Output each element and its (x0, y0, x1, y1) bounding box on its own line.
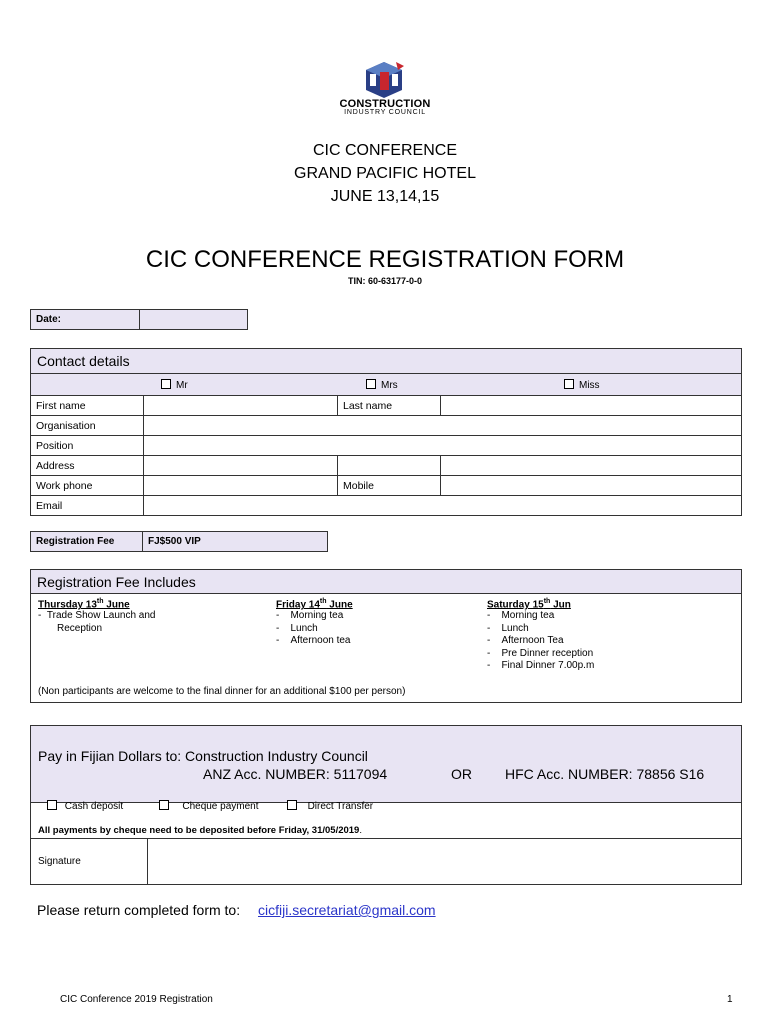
conference-venue: GRAND PACIFIC HOTEL (294, 165, 476, 182)
address-field-2[interactable] (337, 455, 440, 475)
organisation-field[interactable] (143, 415, 741, 435)
list-item: - Morning tea (276, 610, 344, 622)
date-field[interactable] (139, 310, 247, 329)
list-item: - Final Dinner 7.00p.m (487, 660, 595, 672)
contact-heading: Contact details (31, 349, 741, 373)
hfc-account: HFC Acc. NUMBER: 78856 S16 (505, 766, 705, 782)
registration-fee-label: Registration Fee (36, 536, 115, 547)
cic-logo-icon (362, 60, 406, 100)
return-label: Please return completed form to: (37, 902, 241, 918)
payment-line: Pay in Fijian Dollars to: Construction Industry Council (38, 748, 368, 764)
checkbox-icon[interactable] (159, 800, 169, 810)
payment-method-direct-transfer[interactable]: Direct Transfer (287, 800, 373, 812)
date-label: Date: (36, 314, 62, 325)
conference-name: CIC CONFERENCE (312, 142, 457, 159)
day-thursday: Thursday 13th June - Trade Show Launch and Reception (38, 598, 258, 635)
form-title: CIC CONFERENCE REGISTRATION FORM (145, 246, 625, 273)
payment-details (31, 726, 741, 803)
payment-section (30, 725, 742, 885)
email-field[interactable] (143, 495, 741, 515)
work-phone-field[interactable] (143, 475, 337, 495)
organisation-label: Organisation (31, 415, 143, 435)
mobile-field[interactable] (440, 475, 741, 495)
address-field-3[interactable] (440, 455, 741, 475)
checkbox-icon[interactable] (366, 379, 376, 389)
footer-title: CIC Conference 2019 Registration (60, 994, 213, 1005)
last-name-field[interactable] (440, 395, 741, 415)
conference-dates: JUNE 13,14,15 (330, 188, 440, 205)
registration-fee-box (30, 531, 328, 552)
contact-details-section (30, 348, 742, 516)
title-option-miss[interactable]: Miss (564, 379, 600, 391)
return-instructions (37, 902, 436, 918)
address-field[interactable] (143, 455, 337, 475)
checkbox-icon[interactable] (564, 379, 574, 389)
mobile-label: Mobile (337, 475, 440, 495)
signature-field[interactable] (147, 839, 742, 885)
payment-method-cash[interactable]: Cash deposit (47, 800, 123, 812)
non-participants-note: (Non participants are welcome to the final dinner for an additional $100 per person) (38, 686, 406, 697)
title-option-mrs[interactable]: Mrs (366, 379, 398, 391)
checkbox-icon[interactable] (287, 800, 297, 810)
list-item: - Trade Show Launch and (38, 610, 156, 622)
address-label: Address (31, 455, 143, 475)
cheque-note: All payments by cheque need to be deposited before Friday, 31/05/2019. (38, 825, 362, 836)
or-separator: OR (451, 766, 472, 782)
last-name-label: Last name (337, 395, 440, 415)
title-options-row (31, 373, 741, 396)
day-friday: Friday 14th June - Morning tea - Lunch - Afternoon tea (276, 598, 476, 648)
anz-account: ANZ Acc. NUMBER: 5117094 (203, 766, 388, 782)
list-item: - Pre Dinner reception (487, 647, 594, 659)
tin-number: TIN: 60-63177-0-0 (347, 276, 423, 286)
checkbox-icon[interactable] (161, 379, 171, 389)
first-name-field[interactable] (143, 395, 337, 415)
list-item: - Afternoon Tea (487, 635, 564, 647)
return-email-link[interactable]: cicfiji.secretariat@gmail.com (258, 902, 436, 918)
payment-method-cheque[interactable]: Cheque payment (159, 800, 259, 812)
position-label: Position (31, 435, 143, 455)
fee-includes-section (30, 569, 742, 703)
day-saturday: Saturday 15th Jun - Morning tea - Lunch - Afternoon Tea - Pre Dinner reception - Final Dinner 7.00p.m (487, 598, 727, 673)
list-item: - Morning tea (487, 610, 555, 622)
logo-line2: INDUSTRY COUNCIL (344, 109, 426, 116)
title-option-mr[interactable]: Mr (161, 379, 188, 391)
list-item: - Lunch (487, 622, 529, 634)
list-item: - Afternoon tea (276, 635, 351, 647)
list-item: - Lunch (276, 622, 318, 634)
first-name-label: First name (31, 395, 143, 415)
list-item: Reception (57, 622, 103, 634)
date-box (30, 309, 248, 330)
signature-label: Signature (38, 856, 81, 867)
position-field[interactable] (143, 435, 741, 455)
work-phone-label: Work phone (31, 475, 143, 495)
signature-row (31, 838, 741, 885)
email-label: Email (31, 495, 143, 515)
fee-includes-heading: Registration Fee Includes (31, 570, 741, 594)
logo-line1: CONSTRUCTION (339, 98, 431, 110)
registration-fee-value: FJ$500 VIP (142, 532, 327, 551)
page-number: 1 (727, 994, 733, 1005)
checkbox-icon[interactable] (47, 800, 57, 810)
